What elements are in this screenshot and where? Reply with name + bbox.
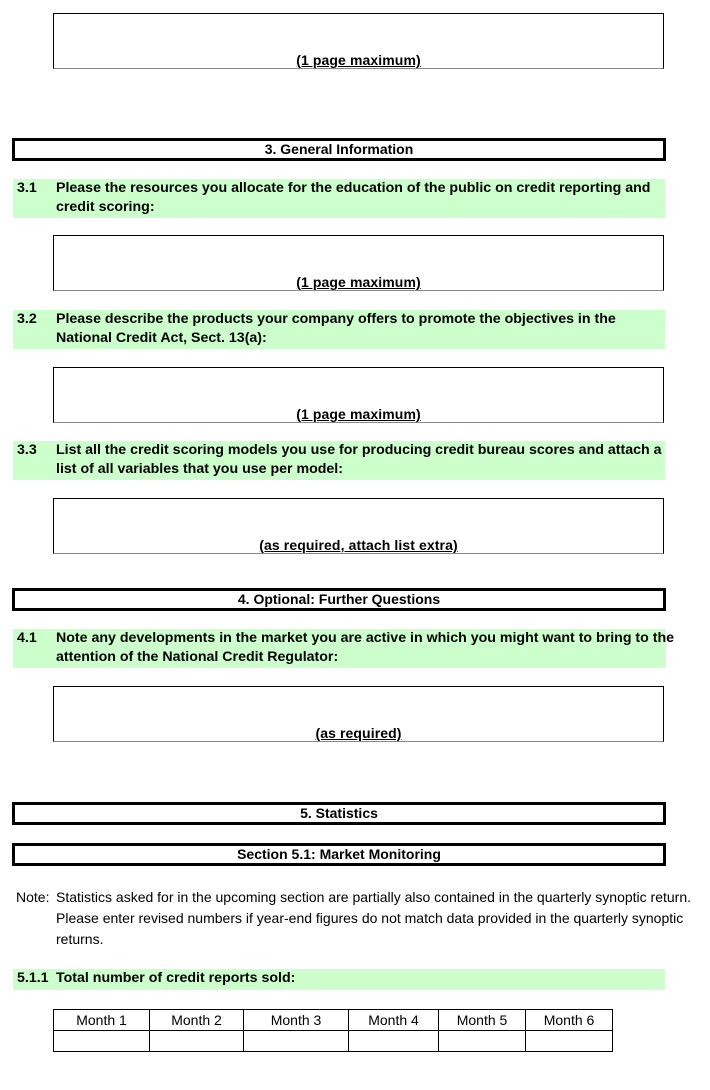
question-3-3 <box>13 441 665 480</box>
question-number: 3.2 <box>17 311 37 327</box>
question-3-2 <box>13 310 665 349</box>
note-text: Statistics asked for in the upcoming section are partially also contained in the quarterly synoptic return. Please enter revised numbers if year-end figures do not match data provided in the quarterly synoptic returns. <box>56 889 691 947</box>
answer-box-note: (as required, attach list extra) <box>259 537 458 553</box>
answer-box-3-3[interactable] <box>53 498 664 554</box>
input-cell-month-5[interactable] <box>439 1031 526 1052</box>
table-row <box>54 1031 613 1052</box>
section-3-header: 3. General Information <box>12 138 666 161</box>
input-cell-month-4[interactable] <box>349 1031 439 1052</box>
question-text: Please describe the products your company offers to promote the objectives in the National Credit Act, Sect. 13(a): <box>56 311 616 346</box>
question-number: 3.3 <box>17 442 37 458</box>
section-5-header: 5. Statistics <box>12 802 666 825</box>
statistics-note <box>16 887 706 950</box>
answer-box-note: (1 page maximum) <box>296 406 421 422</box>
answer-box-prior[interactable] <box>53 13 664 69</box>
input-cell-month-6[interactable] <box>526 1031 613 1052</box>
question-text: List all the credit scoring models you use for producing credit bureau scores and attach a list of all variables that you use per model: <box>56 442 662 477</box>
question-text: Note any developments in the market you are active in which you might want to bring to the attention of the National Credit Regulator: <box>56 630 675 665</box>
question-3-1 <box>13 179 665 218</box>
question-number: 4.1 <box>17 630 37 646</box>
answer-box-note: (1 page maximum) <box>296 274 421 290</box>
column-header-month-3: Month 3 <box>244 1010 349 1031</box>
question-number: 5.1.1 <box>17 970 49 986</box>
question-text: Please the resources you allocate for the education of the public on credit reporting and credit scoring: <box>56 180 651 215</box>
question-number: 3.1 <box>17 180 37 196</box>
section-5-1-header: Section 5.1: Market Monitoring <box>12 843 666 866</box>
input-cell-month-3[interactable] <box>244 1031 349 1052</box>
answer-box-note: (as required) <box>315 725 402 741</box>
column-header-month-6: Month 6 <box>526 1010 613 1031</box>
note-label: Note: <box>16 889 50 905</box>
question-5-1-1 <box>13 969 665 990</box>
answer-box-3-2[interactable] <box>53 367 664 423</box>
column-header-month-5: Month 5 <box>439 1010 526 1031</box>
question-text: Total number of credit reports sold: <box>56 970 296 986</box>
answer-box-note: (1 page maximum) <box>296 52 421 68</box>
credit-reports-table <box>53 1009 613 1052</box>
input-cell-month-1[interactable] <box>54 1031 150 1052</box>
column-header-month-4: Month 4 <box>349 1010 439 1031</box>
input-cell-month-2[interactable] <box>150 1031 244 1052</box>
table-header-row <box>54 1010 613 1031</box>
question-4-1 <box>13 629 675 668</box>
column-header-month-2: Month 2 <box>150 1010 244 1031</box>
answer-box-4-1[interactable] <box>53 686 664 742</box>
column-header-month-1: Month 1 <box>54 1010 150 1031</box>
answer-box-3-1[interactable] <box>53 235 664 291</box>
section-4-header: 4. Optional: Further Questions <box>12 588 666 611</box>
